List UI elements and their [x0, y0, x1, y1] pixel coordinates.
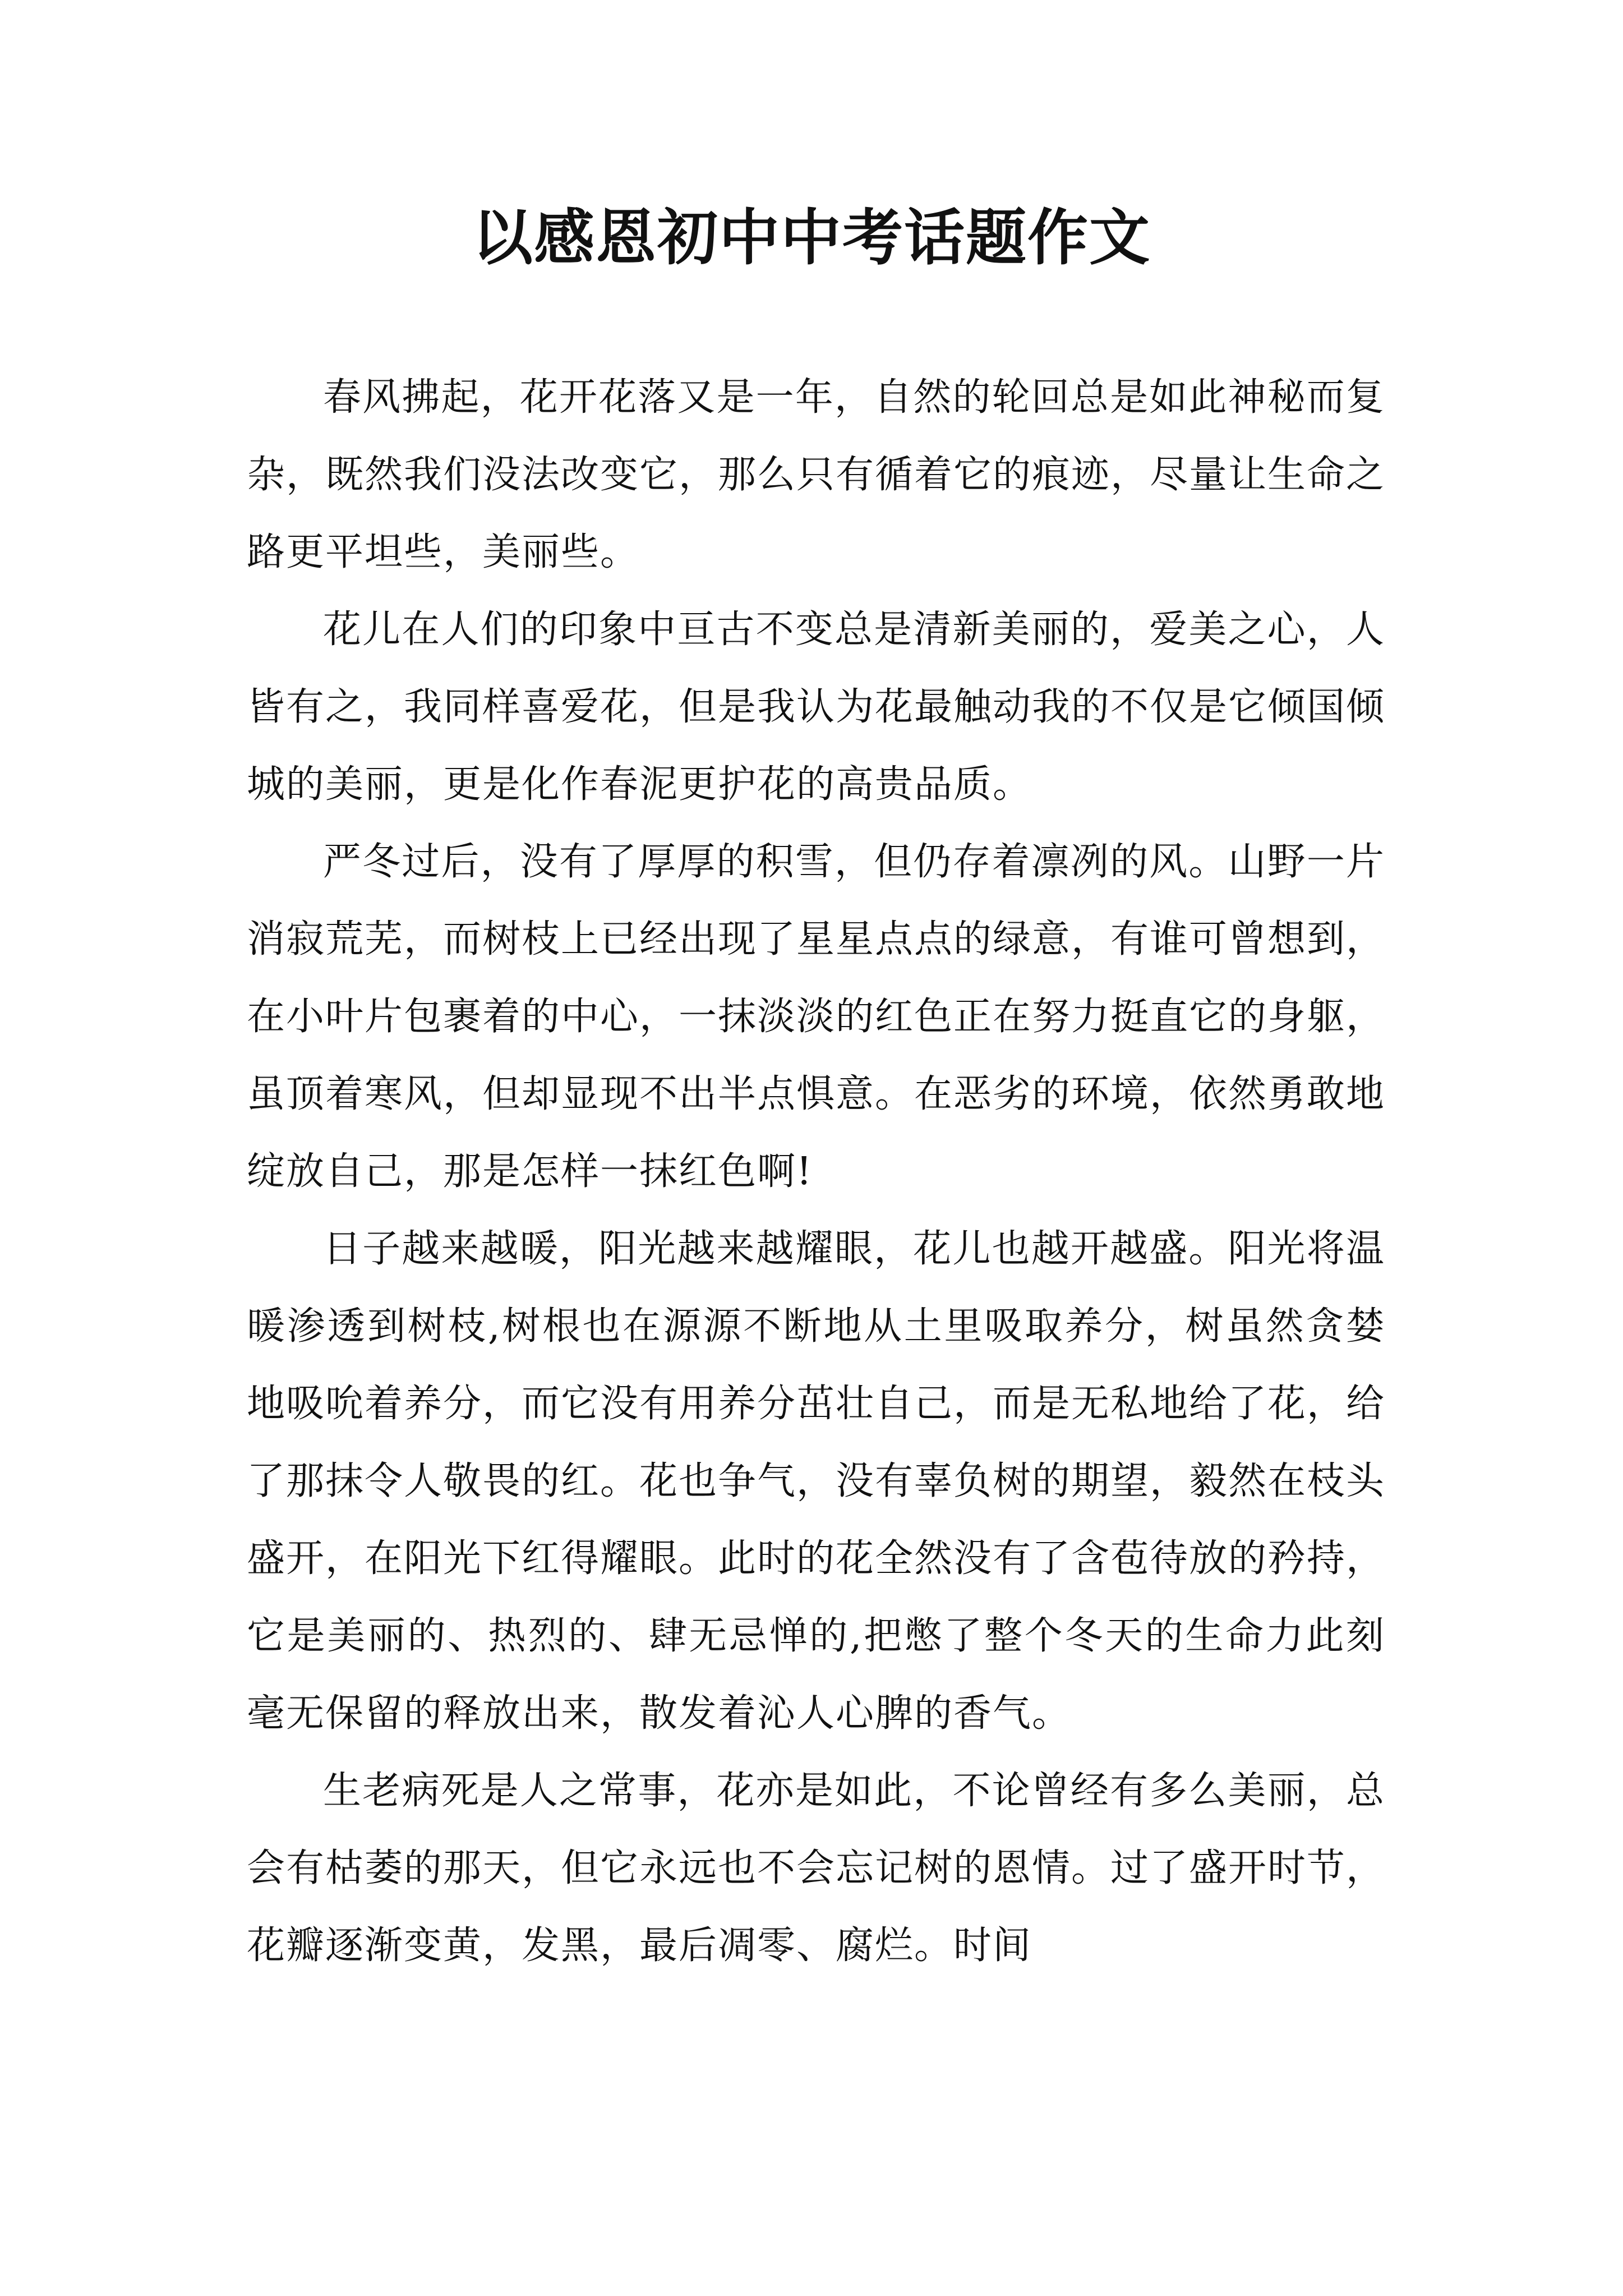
- document-body: [247, 359, 1385, 1985]
- paragraph-5: 生老病死是人之常事，花亦是如此，不论曾经有多么美丽，总会有枯萎的那天，但它永远也不会忘记树的恩情。过了盛开时节，花瓣逐渐变黄，发黑，最后凋零、腐烂。时间: [247, 1769, 1386, 1968]
- paragraph-2: 花儿在人们的印象中亘古不变总是清新美丽的，爱美之心，人皆有之，我同样喜爱花，但是我认为花最触动我的不仅是它倾国倾城的美丽，更是化作春泥更护花的高贵品质。: [247, 608, 1386, 807]
- paragraph-1: 春风拂起，花开花落又是一年，自然的轮回总是如此神秘而复杂，既然我们没法改变它，那么只有循着它的痕迹，尽量让生命之路更平坦些，美丽些。: [247, 375, 1386, 574]
- paragraph-3: 严冬过后，没有了厚厚的积雪，但仍存着凛冽的风。山野一片消寂荒芜，而树枝上已经出现了星星点点的绿意，有谁可曾想到，在小叶片包裹着的中心，一抹淡淡的红色正在努力挺直它的身躯，虽顶着寒风，但却显现不出半点惧意。在恶劣的环境，依然勇敢地绽放自己，那是怎样一抹红色啊!: [247, 840, 1386, 1194]
- document-title: 以感恩初中中考话题作文: [472, 203, 1151, 273]
- paragraph-4: 日子越来越暖，阳光越来越耀眼，花儿也越开越盛。阳光将温暖渗透到树枝,树根也在源源不断地从土里吸取养分，树虽然贪婪地吸吮着养分，而它没有用养分茁壮自己，而是无私地给了花，给了那抹令人敬畏的红。花也争气，没有辜负树的期望，毅然在枝头盛开，在阳光下红得耀眼。此时的花全然没有了含苞待放的矜持，它是美丽的、热烈的、肆无忌惮的,把憋了整个冬天的生命力此刻毫无保留的释放出来，散发着沁人心脾的香气。: [247, 1227, 1386, 1736]
